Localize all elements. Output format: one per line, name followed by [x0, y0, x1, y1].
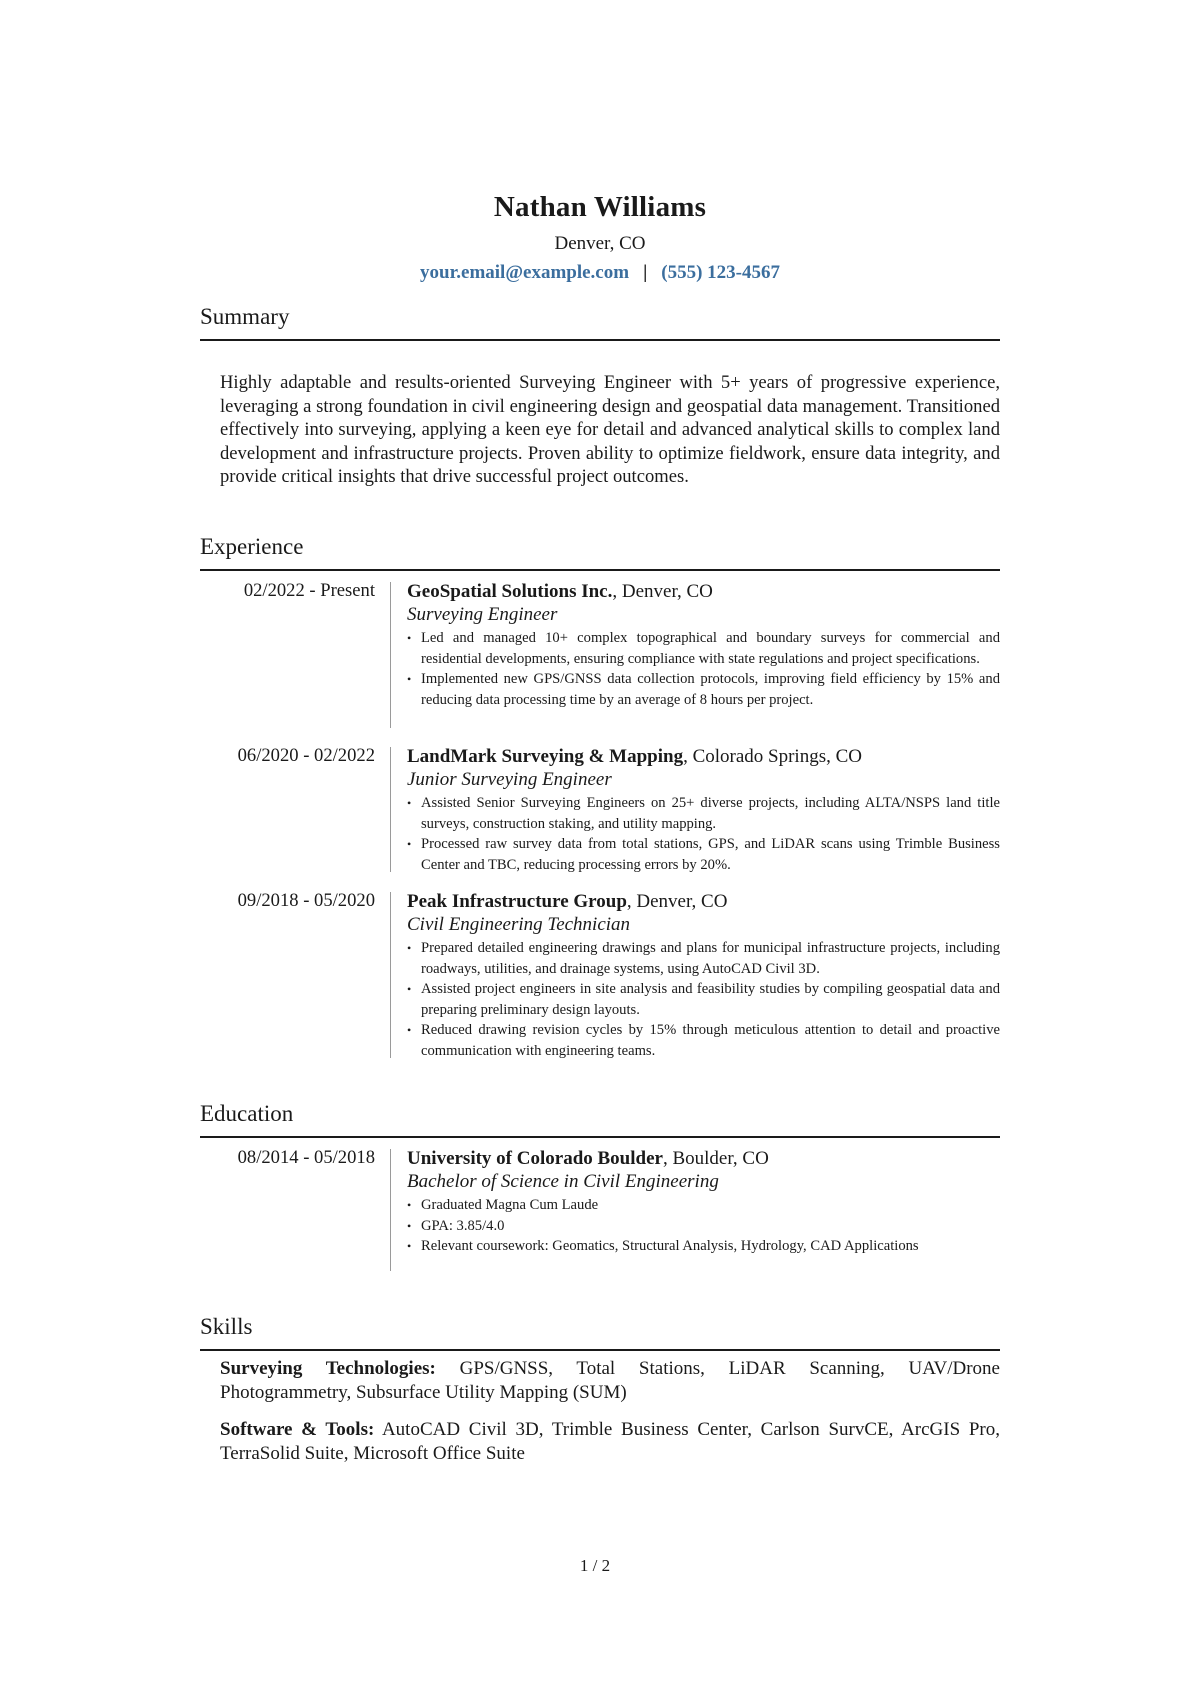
list-item: • Relevant coursework: Geomatics, Structural Analysis, Hydrology, CAD Applications: [407, 1236, 1000, 1257]
section-divider: [200, 569, 1000, 571]
section-title-skills: Skills: [200, 1314, 253, 1339]
bullet-icon: •: [407, 1239, 412, 1253]
section-title-experience: Experience: [200, 534, 304, 559]
list-item: • Reduced drawing revision cycles by 15% through meticulous attention to detail and proactive communication with engineering teams.: [407, 1022, 1000, 1059]
entry-organization: [407, 580, 1000, 603]
bullet-icon: •: [407, 631, 412, 645]
bullet-icon: •: [407, 982, 412, 996]
bullet-icon: •: [407, 837, 412, 851]
bullet-icon: •: [407, 796, 412, 810]
skill-value: AutoCAD Civil 3D, Trimble Business Center, Carlson SurvCE, ArcGIS Pro, TerraSolid Suite, Microsoft Office Suite: [220, 1419, 1000, 1464]
org-name: Peak Infrastructure Group: [407, 891, 627, 912]
entry-date: 06/2020 - 02/2022: [237, 745, 375, 766]
section-divider: [200, 1136, 1000, 1138]
skill-label: Software & Tools:: [220, 1419, 375, 1440]
entry-role: Civil Engineering Technician: [407, 914, 631, 935]
candidate-location: Denver, CO: [554, 233, 646, 254]
list-item: • Implemented new GPS/GNSS data collection protocols, improving field efficiency by 15% and reducing data processing time by an average of 8 hours per project.: [407, 671, 1000, 708]
list-item: • Graduated Magna Cum Laude: [407, 1195, 1000, 1216]
entry-bullets: [407, 628, 1000, 710]
entry-role: Junior Surveying Engineer: [407, 769, 612, 790]
bullet-icon: •: [407, 1218, 412, 1233]
list-item: • Prepared detailed engineering drawings and plans for municipal infrastructure projects, including roadways, utilities, and drainage systems, using AutoCAD Civil 3D.: [407, 940, 1000, 977]
list-item: • Processed raw survey data from total stations, GPS, and LiDAR scans using Trimble Business Center and TBC, reducing processing errors by 20%.: [407, 836, 1000, 873]
list-item: • GPA: 3.85/4.0: [407, 1216, 1000, 1237]
skill-row: [220, 1357, 1000, 1404]
entry-body: [407, 580, 1000, 710]
entry-organization: [407, 890, 1000, 913]
org-place: , Denver, CO: [626, 891, 728, 912]
entry-timeline-line: [390, 747, 391, 872]
contact-separator: |: [643, 262, 648, 283]
org-name: University of Colorado Boulder: [407, 1148, 663, 1169]
org-place: , Boulder, CO: [662, 1148, 769, 1169]
bullet-icon: •: [407, 941, 412, 955]
entry-organization: [407, 1147, 1000, 1170]
section-divider: [200, 1349, 1000, 1351]
entry-bullets: [407, 1195, 1000, 1257]
skill-value: GPS/GNSS, Total Stations, LiDAR Scanning, UAV/Drone Photogrammetry, Subsurface Utility Mapping (SUM): [220, 1358, 1000, 1403]
org-name: LandMark Surveying & Mapping: [407, 746, 684, 767]
entry-degree: Bachelor of Science in Civil Engineering: [407, 1171, 719, 1192]
entry-body: [407, 890, 1000, 1061]
bullet-icon: •: [407, 672, 412, 686]
entry-body: [407, 1147, 1000, 1257]
summary-text: Highly adaptable and results-oriented Surveying Engineer with 5+ years of progressive experience, leveraging a strong foundation in civil engineering design and geospatial data management. Transitioned effectively into surveying, applying a keen eye for detail and advanced analytical skills to complex land development and infrastructure projects. Proven ability to optimize fieldwork, ensure data integrity, and provide critical insights that drive successful project outcomes.: [220, 372, 1000, 487]
list-item: • Assisted project engineers in site analysis and feasibility studies by compiling geospatial data and preparing preliminary design layouts.: [407, 981, 1000, 1018]
list-item: • Led and managed 10+ complex topographical and boundary surveys for commercial and residential developments, ensuring compliance with state regulations and project specifications.: [407, 630, 1000, 667]
bullet-icon: •: [407, 1198, 412, 1212]
entry-date: 09/2018 - 05/2020: [237, 890, 375, 911]
entry-bullets: [407, 793, 1000, 875]
org-place: , Colorado Springs, CO: [683, 746, 863, 767]
bullet-icon: •: [407, 1023, 412, 1037]
entry-date: 02/2022 - Present: [243, 580, 375, 601]
candidate-name: Nathan Williams: [493, 191, 707, 223]
email-link[interactable]: your.email@example.com: [420, 262, 630, 283]
entry-timeline-line: [390, 582, 391, 728]
section-divider: [200, 339, 1000, 341]
skill-label: Surveying Technologies:: [220, 1358, 436, 1379]
entry-date: 08/2014 - 05/2018: [237, 1147, 375, 1168]
entry-bullets: [407, 938, 1000, 1061]
entry-timeline-line: [390, 1149, 391, 1271]
section-title-summary: Summary: [200, 304, 290, 329]
list-item: • Assisted Senior Surveying Engineers on 25+ diverse projects, including ALTA/NSPS land title surveys, construction staking, and utility mapping.: [407, 795, 1000, 832]
entry-body: [407, 745, 1000, 875]
page-number: 1 / 2: [579, 1556, 611, 1575]
entry-timeline-line: [390, 892, 391, 1058]
entry-role: Surveying Engineer: [407, 604, 558, 625]
skill-row: [220, 1418, 1000, 1465]
org-name: GeoSpatial Solutions Inc.: [407, 581, 613, 602]
org-place: , Denver, CO: [612, 581, 713, 602]
contact-line: [200, 262, 1000, 284]
phone-link[interactable]: (555) 123-4567: [661, 262, 780, 283]
section-title-education: Education: [200, 1101, 294, 1126]
entry-organization: [407, 745, 1000, 768]
